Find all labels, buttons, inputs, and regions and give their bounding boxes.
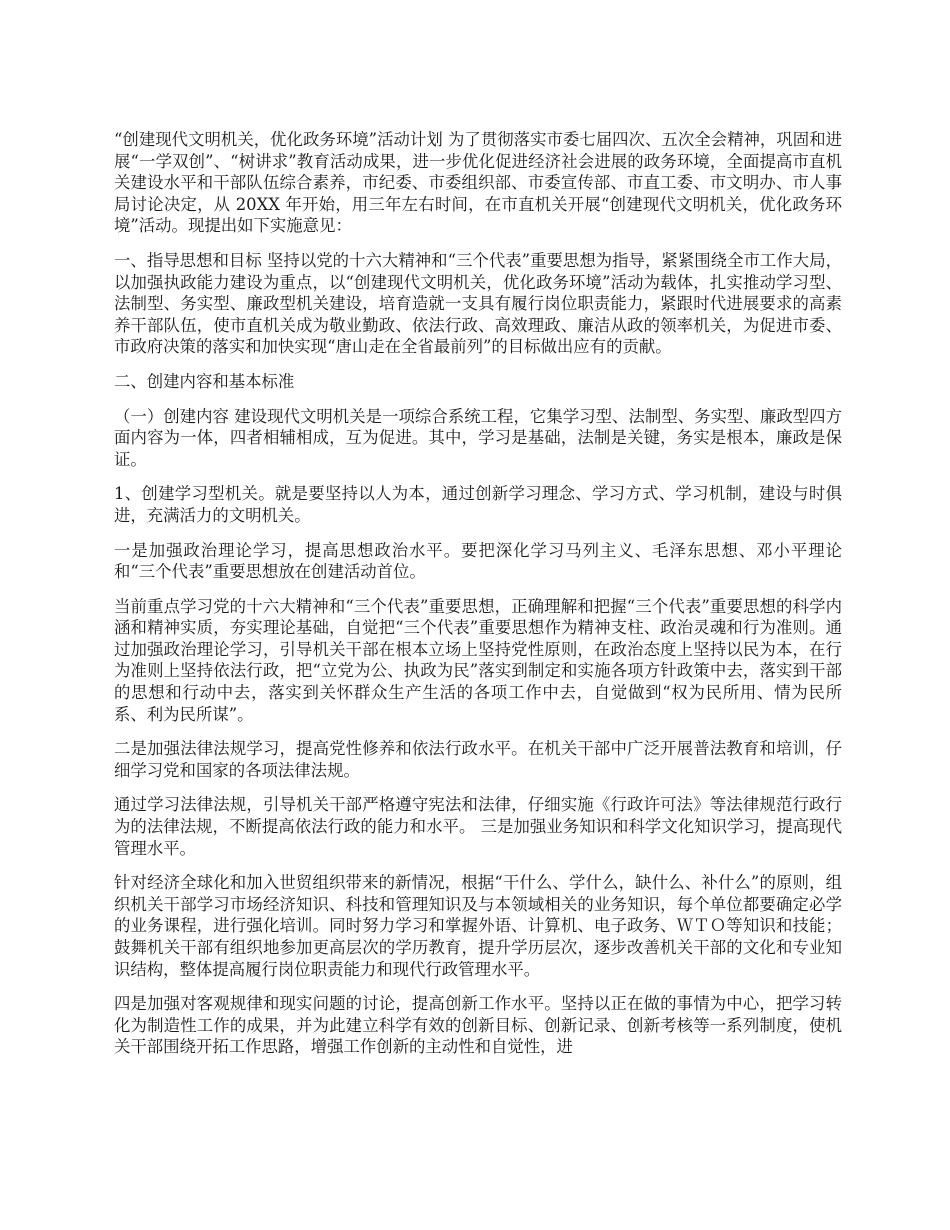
paragraph-learning-organ: 1、创建学习型机关。就是要坚持以人为本，通过创新学习理念、学习方式、学习机制，建设与时俱进，充满活力的文明机关。 [114, 484, 842, 525]
paragraph-law-study: 二是加强法律法规学习，提高党性修养和依法行政水平。在机关干部中广泛开展普法教育和培训，仔细学习党和国家的各项法律法规。 [114, 739, 842, 780]
paragraph-innovation: 四是加强对客观规律和现实问题的讨论，提高创新工作水平。坚持以正在做的事情为中心，把学习转化为制造性工作的成果，并为此建立科学有效的创新目标、创新记录、创新考核等一系列制度，使机关干部围绕开拓工作思路，增强工作创新的主动性和自觉性，进 [114, 994, 842, 1057]
paragraph-globalization: 针对经济全球化和加入世贸组织带来的新情况，根据“干什么、学什么，缺什么、补什么”的原则，组织机关干部学习市场经济知识、科技和管理知识及与本领域相关的业务知识，每个单位都要确定必学的业务课程，进行强化培训。同时努力学习和掌握外语、计算机、电子政务、ＷＴＯ等知识和技能；鼓舞机关干部有组织地参加更高层次的学历教育，提升学历层次，逐步改善机关干部的文化和专业知识结构，整体提高履行岗位职责能力和现代行政管理水平。 [114, 873, 842, 979]
document-body [114, 129, 842, 1071]
paragraph-current-focus: 当前重点学习党的十六大精神和“三个代表”重要思想，正确理解和把握“三个代表”重要思想的科学内涵和精神实质，夯实理论基础，自觉把“三个代表”重要思想作为精神支柱、政治灵魂和行为准则。通过加强政治理论学习，引导机关干部在根本立场上坚持党性原则，在政治态度上坚持以民为本，在行为准则上坚持依法行政，把“立党为公、执政为民”落实到制定和实施各项方针政策中去，落实到干部的思想和行动中去，落实到关怀群众生产生活的各项工作中去，自觉做到“权为民所用、情为民所系、利为民所谋”。 [114, 596, 842, 724]
section-heading-content-standards: 二、创建内容和基本标准 [114, 371, 295, 391]
paragraph-guiding-ideology: 一、指导思想和目标 坚持以党的十六大精神和“三个代表”重要思想为指导，紧紧围绕全市工作大局，以加强执政能力建设为重点，以“创建现代文明机关，优化政务环境”活动为载体，扎实推动学习型、法制型、务实型、廉政型机关建设，培育造就一支具有履行岗位职责能力，紧跟时代进展要求的高素养干部队伍，使市直机关成为敬业勤政、依法行政、高效理政、廉洁从政的领率机关，为促进市委、市政府决策的落实和加快实现“唐山走在全省最前列”的目标做出应有的贡献。 [114, 250, 842, 357]
paragraph-law-practice: 通过学习法律法规，引导机关干部严格遵守宪法和法律，仔细实施《行政许可法》等法律规范行政行为的法律法规，不断提高依法行政的能力和水平。 三是加强业务知识和科学文化知识学习，提高现代管理水平。 [114, 795, 842, 858]
paragraph-political-theory: 一是加强政治理论学习，提高思想政治水平。要把深化学习马列主义、毛泽东思想、邓小平理论和“三个代表”重要思想放在创建活动首位。 [114, 540, 842, 582]
paragraph-creation-content: （一）创建内容 建设现代文明机关是一项综合系统工程，它集学习型、法制型、务实型、廉政型四方面内容为一体，四者相辅相成，互为促进。其中，学习是基础，法制是关键，务实是根本，廉政是保证。 [114, 406, 842, 469]
paragraph-intro: “创建现代文明机关，优化政务环境”活动计划 为了贯彻落实市委七届四次、五次全会精神，巩固和进展“一学双创”、“树讲求”教育活动成果，进一步优化促进经济社会进展的政务环境，全面提高市直机关建设水平和干部队伍综合素养，市纪委、市委组织部、市委宣传部、市直工委、市文明办、市人事局讨论决定，从 20XX 年开始，用三年左右时间，在市直机关开展“创建现代文明机关，优化政务环境”活动。现提出如下实施意见： [114, 130, 842, 236]
